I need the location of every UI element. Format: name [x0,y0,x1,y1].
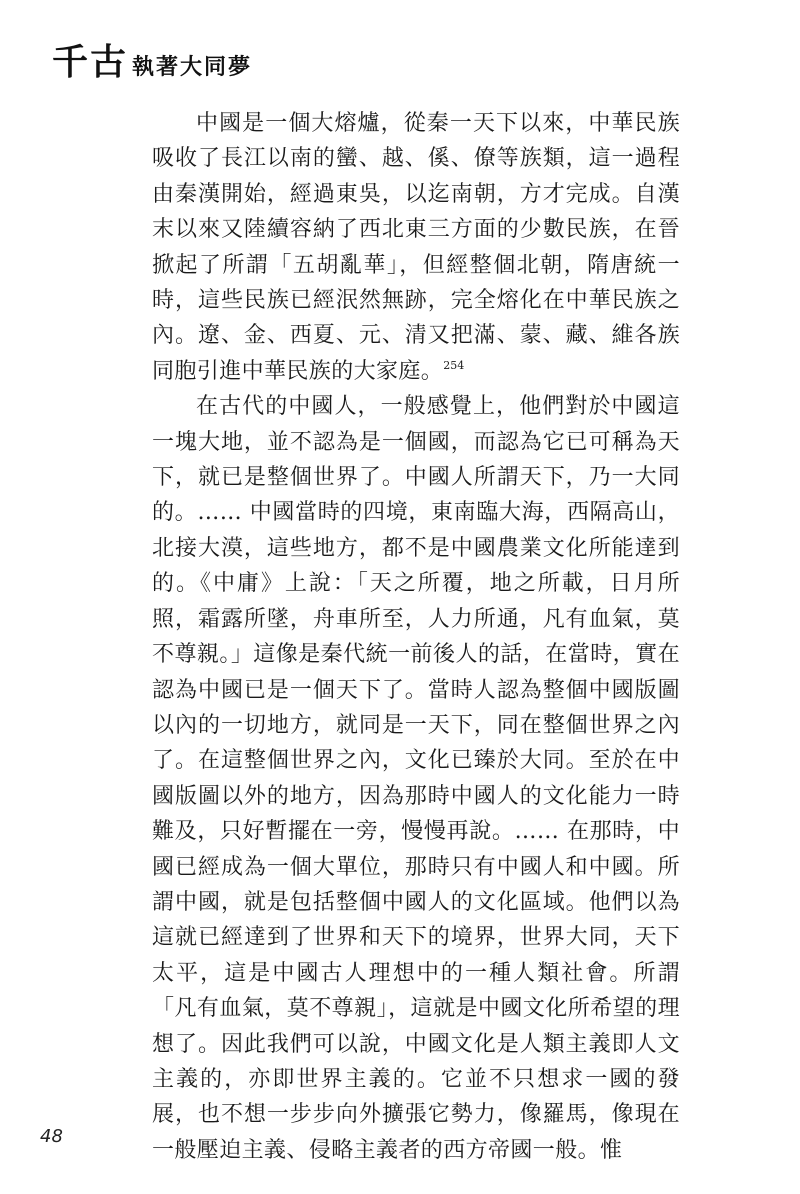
footnote-reference: 254 [443,358,465,372]
paragraph-2 [152,389,680,1168]
page-number: 48 [40,1126,63,1147]
paragraph-2-text: 在古代的中國人，一般感覺上，他們對於中國這一塊大地，並不認為是一個國，而認為它已可稱為天下，就已是整個世界了。中國人所謂天下，乃一大同的。…… 中國當時的四境，東南臨大海，西隔高山，北接大漠，這些地方，都不是中國農業文化所能達到的。《中庸》上說：「天之所覆，地之所載，日月所照，霜露所墜，舟車所至，人力所通，凡有血氣，莫不尊親。」這像是秦代統一前後人的話，在當時，實在認為中國已是一個天下了。當時人認為整個中國版圖以內的一切地方，就同是一天下，同在整個世界之內了。在這整個世界之內，文化已臻於大同。至於在中國版圖以外的地方，因為那時中國人的文化能力一時難及，只好暫擺在一旁，慢慢再說。…… 在那時，中國已經成為一個大單位，那時只有中國人和中國。所謂中國，就是包括整個中國人的文化區域。他們以為這就已經達到了世界和天下的境界，世界大同，天下太平，這是中國古人理想中的一種人類社會。所謂「凡有血氣，莫不尊親」，這就是中國文化所希望的理想了。因此我們可以說，中國文化是人類主義即人文主義的，亦即世界主義的。它並不只想求一國的發展，也不想一步步向外擴張它勢力，像羅馬，像現在一般壓迫主義、侵略主義者的西方帝國一般。惟 [152,394,680,1163]
running-header-title-large: 千古 [52,41,129,83]
paragraph-1-text: 中國是一個大熔爐，從秦一天下以來，中華民族吸收了長江以南的蠻、越、傒、僚等族類，這一過程由秦漢開始，經過東吳，以迄南朝，方才完成。自漢末以來又陸續容納了西北東三方面的少數民族，在晉掀起了所謂「五胡亂華」，但經整個北朝，隋唐統一時，這些民族已經泯然無跡，完全熔化在中華民族之內。遼、金、西夏、元、清又把滿、蒙、藏、維各族同胞引進中華民族的大家庭。 [152,111,680,384]
running-header [52,34,252,85]
paragraph-1 [152,106,680,389]
page-body [152,106,680,1168]
running-header-title-small: 執著大同夢 [132,54,253,80]
